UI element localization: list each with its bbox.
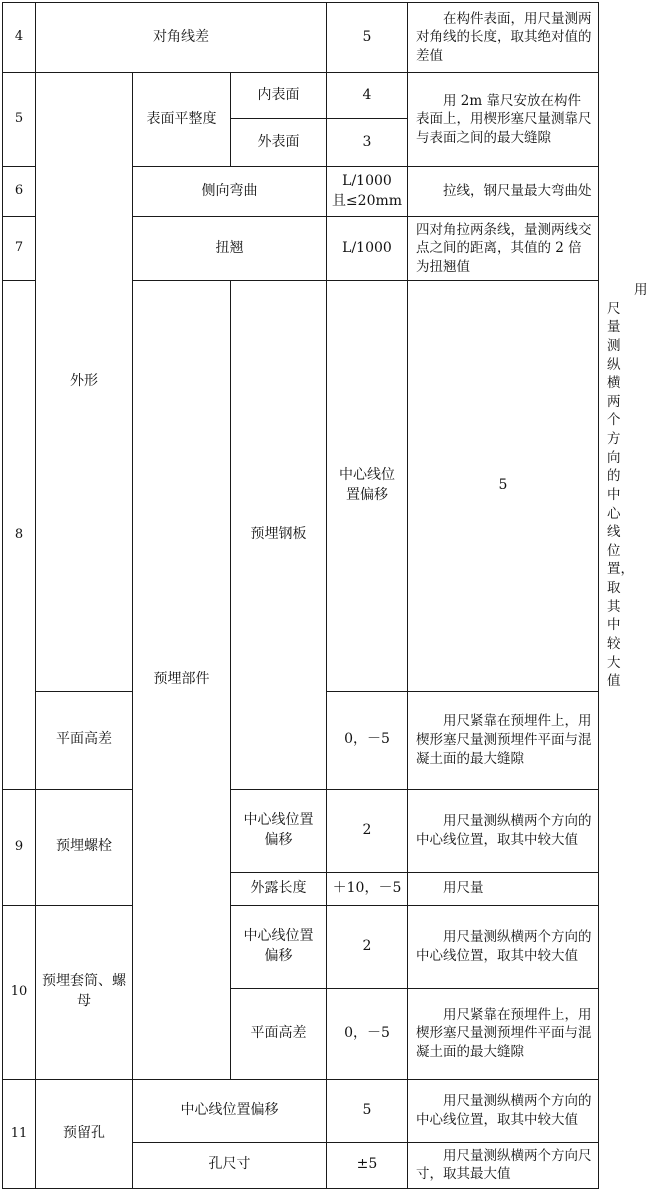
tolerance-line-2: 且≤20mm — [331, 192, 403, 209]
table-row: 8 预埋部件 预埋钢板 中心线位置偏移 5 用尺量测纵横两个方向的中心线位置，取其中较大值 — [3, 281, 599, 692]
tolerance-value: 0，－5 — [327, 988, 408, 1079]
row-number: 4 — [3, 3, 36, 73]
tolerance-value: 2 — [327, 905, 408, 988]
sub-item: 内表面 — [231, 73, 327, 119]
sub-item: 中心线位置偏移 — [231, 905, 327, 988]
check-method: 用尺量测纵横两个方向的中心线位置，取其中较大值 — [408, 1079, 599, 1142]
row-number: 7 — [3, 217, 36, 281]
check-item: 对角线差 — [36, 3, 327, 73]
tolerance-line-1: L/1000 — [342, 172, 392, 189]
group-label: 预埋部件 — [133, 281, 231, 1080]
sub-item: 中心线位置偏移 — [327, 281, 408, 692]
sub-item: 中心线位置偏移 — [133, 1079, 327, 1142]
row-number: 10 — [3, 905, 36, 1079]
check-method: 用尺量测纵横两个方向的中心线位置，取其中较大值 — [408, 789, 599, 872]
group-label: 外形 — [36, 73, 133, 692]
sub-item: 平面高差 — [231, 988, 327, 1079]
table-row — [3, 73, 599, 119]
tolerance-value — [327, 167, 408, 217]
check-method: 四对角拉两条线，量测两线交点之间的距离，其值的 2 倍为扭翘值 — [408, 217, 599, 281]
table-row — [3, 1079, 599, 1142]
table-row — [3, 3, 599, 73]
tolerance-value: 5 — [327, 1079, 408, 1142]
group-label: 预留孔 — [36, 1079, 133, 1188]
tolerance-value: 5 — [327, 3, 408, 73]
check-method: 用尺量测纵横两个方向尺寸，取其最大值 — [408, 1142, 599, 1188]
check-method: 拉线，钢尺量最大弯曲处 — [408, 167, 599, 217]
table-row — [3, 789, 599, 872]
sub-item: 外露长度 — [231, 872, 327, 905]
tolerance-value: 2 — [327, 789, 408, 872]
tolerance-value: ±5 — [327, 1142, 408, 1188]
row-number: 11 — [3, 1079, 36, 1188]
check-item: 预埋套筒、螺母 — [36, 905, 133, 1079]
check-method: 用尺量测纵横两个方向的中心线位置，取其中较大值 — [408, 905, 599, 988]
sub-item: 外表面 — [231, 119, 327, 167]
check-item: 预埋钢板 — [231, 281, 327, 790]
tolerance-value: 4 — [327, 73, 408, 119]
tolerance-value: ＋10，－5 — [327, 872, 408, 905]
sub-item: 孔尺寸 — [133, 1142, 327, 1188]
check-method: 用 2m 靠尺安放在构件表面上，用楔形塞尺量测靠尺与表面之间的最大缝隙 — [408, 73, 599, 167]
check-method: 在构件表面，用尺量测两对角线的长度，取其绝对值的差值 — [408, 3, 599, 73]
check-item: 表面平整度 — [133, 73, 231, 167]
sub-item: 中心线位置偏移 — [231, 789, 327, 872]
table-row — [3, 905, 599, 988]
check-item: 侧向弯曲 — [133, 167, 327, 217]
row-number: 6 — [3, 167, 36, 217]
tolerance-value: 5 — [408, 281, 599, 692]
check-method: 用尺紧靠在预埋件上，用楔形塞尺量测预埋件平面与混凝土面的最大缝隙 — [408, 691, 599, 789]
tolerance-value: 3 — [327, 119, 408, 167]
row-number: 9 — [3, 789, 36, 905]
inspection-table — [2, 2, 648, 1189]
check-item: 扭翘 — [133, 217, 327, 281]
check-method: 用尺量 — [408, 872, 599, 905]
row-number: 8 — [3, 281, 36, 790]
row-number: 5 — [3, 73, 36, 167]
check-method: 用尺紧靠在预埋件上，用楔形塞尺量测预埋件平面与混凝土面的最大缝隙 — [408, 988, 599, 1079]
check-item: 预埋螺栓 — [36, 789, 133, 905]
tolerance-value: 0，－5 — [327, 691, 408, 789]
tolerance-value: L/1000 — [327, 217, 408, 281]
sub-item: 平面高差 — [36, 691, 133, 789]
